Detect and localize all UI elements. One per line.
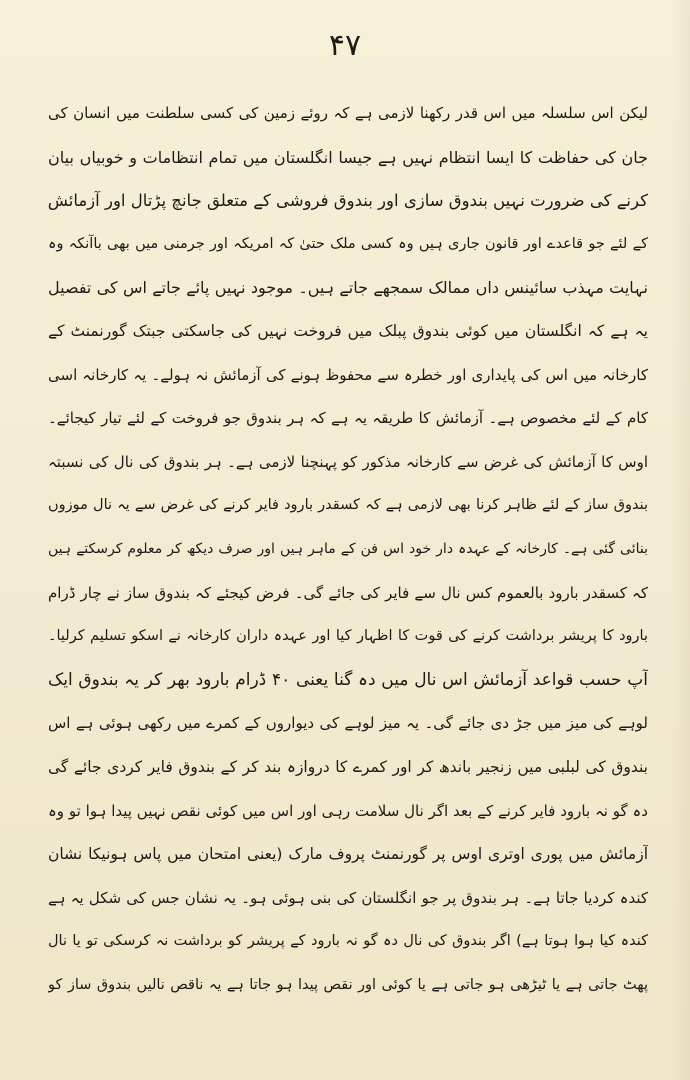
page-edge-shadow: [672, 0, 690, 1080]
page-number: ۴۷: [328, 28, 362, 63]
text-line: کام کے لئے مخصوص ہے۔ آزمائش کا طریقہ یہ ہے کہ ہر بندوق جو فروخت کے لئے تیار کیجائے۔: [48, 409, 648, 428]
text-line: پھٹ جاتی ہے یا ٹیڑھی ہو جاتی ہے یا کوئی اور نقص پیدا ہو جاتا ہے یہ ناقص نالیں بندوق ساز کو: [48, 976, 648, 993]
body-text: [48, 92, 648, 1007]
text-line: بندوق ساز کے لئے ظاہر کرنا بھی لازمی ہے کہ کسقدر بارود فایر کرنے کی غرض سے یہ نال موزوں: [48, 497, 648, 514]
text-line: جان کی حفاظت کا ایسا انتظام نہیں ہے جیسا انگلستان میں تمام انتظامات و خوبیاں بیان: [48, 147, 648, 167]
text-line: بنائی گئی ہے۔ کارخانہ کے عہدہ دار خود اس فن کے ماہر ہیں اور صرف دیکھ کر معلوم کرسکتے ہیں: [48, 540, 648, 557]
text-line: کے لئے جو قاعدے اور قانون جاری ہیں وہ کسی ملک حتیٰ کہ امریکہ اور جرمنی میں بھی باآنکہ وہ: [48, 235, 648, 252]
text-line: لیکن اس سلسلہ میں اس قدر رکھنا لازمی ہے کہ روئے زمین کی کسی سلطنت میں انسان کی: [48, 104, 648, 122]
text-line: بارود کا پریشر برداشت کرنے کی قوت کا اظہار کیا اور عہدہ داران کارخانہ نے اسکو تسلیم کرلیا۔: [48, 628, 648, 645]
text-line: کندہ کیا ہوا ہوتا ہے) اگر بندوق کی نال دہ گو نہ بارود کے پریشر کو برداشت نہ کرسکی تو یا نال: [48, 933, 648, 950]
text-line: کارخانہ میں اس کی پایداری اور خطرہ سے محفوظ ہونے کی آزمائش نہ ہولے۔ یہ کارخانہ اسی: [48, 365, 648, 384]
text-line: نہایت مہذب سائینس داں ممالک سمجھے جاتے ہیں۔ موجود نہیں پائے جاتے اس کی تفصیل: [48, 278, 648, 298]
text-line: کرنے کی ضرورت نہیں بندوق سازی اور بندوق فروشی کے متعلق جانچ پڑتال اور آزمائش: [48, 191, 648, 211]
text-line: اوس کا آزمائش کی غرض سے کارخانہ مذکور کو پہنچنا لازمی ہے۔ ہر بندوق کی نال کی نسبتہ: [48, 452, 648, 471]
text-line: کندہ کردیا جاتا ہے۔ ہر بندوق پر جو انگلستان کی بنی ہوئی ہو۔ یہ نشان جس کی شکل یہ ہے: [48, 888, 648, 907]
text-line: آزمائش میں پوری اوتری اوس پر گورنمنٹ پروف مارک (یعنی امتحان میں پاس ہونیکا نشان: [48, 845, 648, 864]
text-line: کہ کسقدر بارود بالعموم کس نال سے فایر کی جائے گی۔ فرض کیجئے کہ بندوق ساز نے چار ڈرام: [48, 583, 648, 602]
text-line: یہ ہے کہ انگلستان میں کوئی بندوق پبلک میں فروخت نہیں کی جاسکتی جبتک گورنمنٹ کے: [48, 321, 648, 340]
text-line: دہ گو نہ بارود فایر کرنے کے بعد اگر نال سلامت رہی اور اس میں کوئی نقص نہیں پیدا ہوا تو وہ: [48, 801, 648, 820]
text-line: لوہے کی میز میں جڑ دی جائے گی۔ یہ میز لوہے کی دیواروں کے کمرے میں رکھی ہوئی ہے اس: [48, 714, 648, 733]
text-line: آپ حسب قواعد آزمائش اس نال میں دہ گنا یعنی ۴۰ ڈرام بارود بھر کر یہ بندوق ایک: [48, 669, 648, 690]
text-line: بندوق کی لبلبی میں زنجیر باندھ کر اور کمرے کا دروازہ بند کر کے بندوق فایر کردی جائے گی: [48, 757, 648, 776]
